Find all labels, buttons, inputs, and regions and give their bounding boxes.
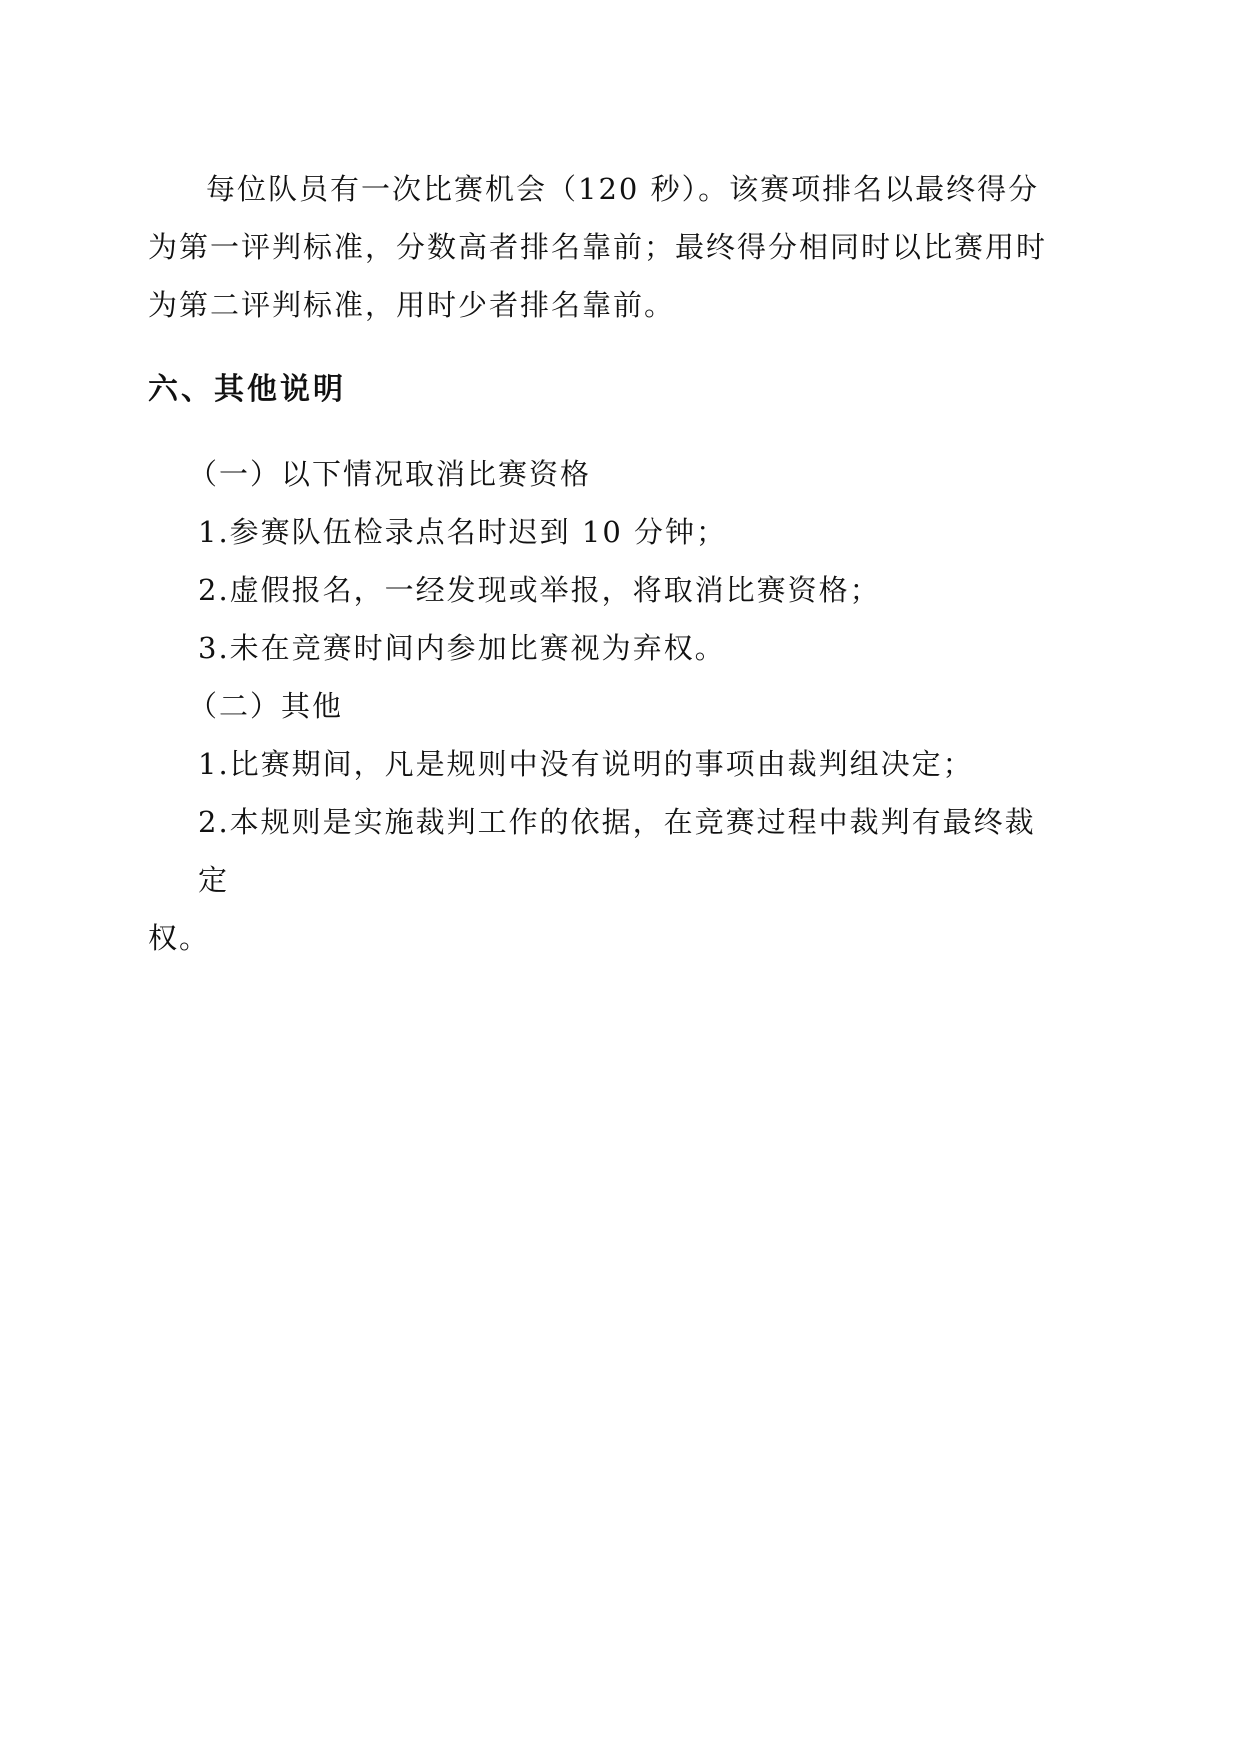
- subsection-2-title: （二）其他: [188, 689, 344, 723]
- list-item: 2.本规则是实施裁判工作的依据，在竞赛过程中裁判有最终裁定: [198, 805, 1036, 897]
- list-item: 3.未在竞赛时间内参加比赛视为弃权。: [198, 631, 726, 665]
- intro-paragraph: 每位队员有一次比赛机会（120 秒）。该赛项排名以最终得分为第一评判标准，分数高者排名靠前；最终得分相同时以比赛用时为第二评判标准，用时少者排名靠前。: [148, 172, 1048, 322]
- other-notes-list: [148, 445, 1060, 967]
- list-item: 1.参赛队伍检录点名时迟到 10 分钟；: [198, 515, 728, 549]
- section-heading: 六、其他说明: [148, 372, 346, 407]
- list-item: 2.虚假报名，一经发现或举报，将取消比赛资格；: [198, 573, 881, 607]
- list-item: 1.比赛期间，凡是规则中没有说明的事项由裁判组决定；: [198, 747, 974, 781]
- subsection-1-title: （一）以下情况取消比赛资格: [188, 457, 592, 491]
- list-item-continuation: 权。: [148, 921, 211, 955]
